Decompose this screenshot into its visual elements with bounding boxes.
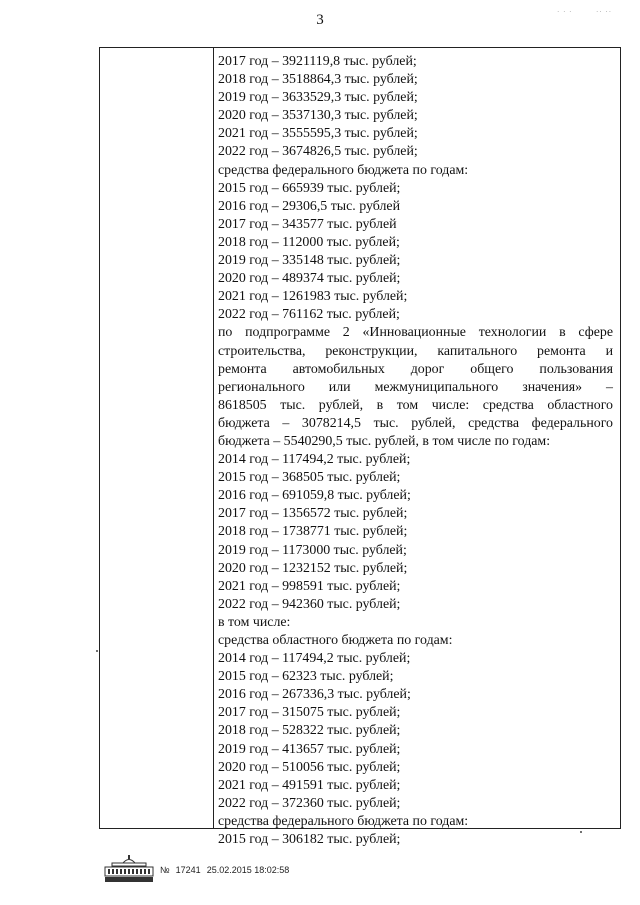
text-line: 2020 год – 510056 тыс. рублей;	[218, 759, 401, 775]
scan-mark	[96, 650, 98, 652]
registration-number: 17241	[175, 865, 201, 875]
text-line: средства федерального бюджета по годам:	[218, 162, 469, 178]
text-line: 2014 год – 117494,2 тыс. рублей;	[218, 452, 411, 468]
text-line: 2018 год – 112000 тыс. рублей;	[218, 234, 400, 250]
table-text-cell	[218, 53, 613, 849]
text-line: 2021 год – 3555595,3 тыс. рублей;	[218, 126, 418, 142]
text-line: в том числе:	[218, 614, 291, 630]
text-line: 2021 год – 998591 тыс. рублей;	[218, 578, 401, 594]
registration-footer	[160, 865, 295, 875]
text-line: 2015 год – 368505 тыс. рублей;	[218, 470, 401, 486]
text-line: 2022 год – 942360 тыс. рублей;	[218, 596, 401, 612]
text-line: 2017 год – 3921119,8 тыс. рублей;	[218, 54, 417, 69]
text-line: 2020 год – 1232152 тыс. рублей;	[218, 560, 408, 576]
text-line: 2020 год – 489374 тыс. рублей;	[218, 271, 401, 287]
text-line: 2016 год – 29306,5 тыс. рублей	[218, 198, 401, 214]
text-line: средства федерального бюджета по годам:	[218, 813, 469, 829]
text-line: 2019 год – 1173000 тыс. рублей;	[218, 542, 407, 558]
text-line: 2019 год – 3633529,3 тыс. рублей;	[218, 90, 418, 106]
text-line: 2021 год – 1261983 тыс. рублей;	[218, 289, 408, 305]
text-line: 2018 год – 3518864,3 тыс. рублей;	[218, 72, 418, 88]
page-number: 3	[316, 12, 324, 28]
document-table	[99, 47, 621, 848]
scan-speck: ·· ··	[596, 8, 613, 16]
scan-speck: · · ·	[557, 8, 573, 16]
text-line: 2018 год – 528322 тыс. рублей;	[218, 723, 401, 739]
text-line: 2017 год – 1356572 тыс. рублей;	[218, 506, 408, 522]
number-sign: №	[160, 865, 170, 875]
text-line: 2016 год – 267336,3 тыс. рублей;	[218, 687, 411, 703]
text-line: регионального или межмуниципального значения» –	[218, 379, 613, 395]
text-line: 2015 год – 306182 тыс. рублей;	[218, 832, 401, 848]
text-line: 2022 год – 761162 тыс. рублей;	[218, 307, 400, 323]
text-line: 2022 год – 3674826,5 тыс. рублей;	[218, 144, 418, 160]
text-line: 2022 год – 372360 тыс. рублей;	[218, 795, 401, 811]
text-line: 2019 год – 335148 тыс. рублей;	[218, 253, 401, 269]
text-line: 2015 год – 665939 тыс. рублей;	[218, 180, 401, 196]
registration-datetime: 25.02.2015 18:02:58	[206, 865, 290, 875]
stamp-icon	[103, 854, 155, 884]
text-line: бюджета – 3078214,5 тыс. рублей, средства федерального	[218, 415, 613, 431]
text-line: 2020 год – 3537130,3 тыс. рублей;	[218, 108, 418, 124]
text-line: 2016 год – 691059,8 тыс. рублей;	[218, 488, 411, 504]
table-column-divider	[213, 48, 214, 828]
text-line: 2015 год – 62323 тыс. рублей;	[218, 669, 394, 685]
text-line: 2021 год – 491591 тыс. рублей;	[218, 777, 401, 793]
text-line: по подпрограмме 2 «Инновационные технологии в сфере	[218, 325, 613, 341]
text-line: 2017 год – 343577 тыс. рублей	[218, 216, 397, 232]
text-line: бюджета – 5540290,5 тыс. рублей, в том числе по годам:	[218, 433, 551, 449]
text-line: 2018 год – 1738771 тыс. рублей;	[218, 524, 408, 540]
text-line: средства областного бюджета по годам:	[218, 633, 453, 648]
text-line: 2014 год – 117494,2 тыс. рублей;	[218, 651, 411, 667]
text-line: 2019 год – 413657 тыс. рублей;	[218, 741, 401, 757]
text-line: 8618505 тыс. рублей, в том числе: средства областного	[218, 397, 613, 413]
text-line: строительства, реконструкции, капитального ремонта и	[218, 343, 613, 359]
text-line: 2017 год – 315075 тыс. рублей;	[218, 705, 401, 721]
scan-mark	[580, 831, 582, 833]
text-line: ремонта автомобильных дорог общего пользования	[218, 361, 613, 377]
